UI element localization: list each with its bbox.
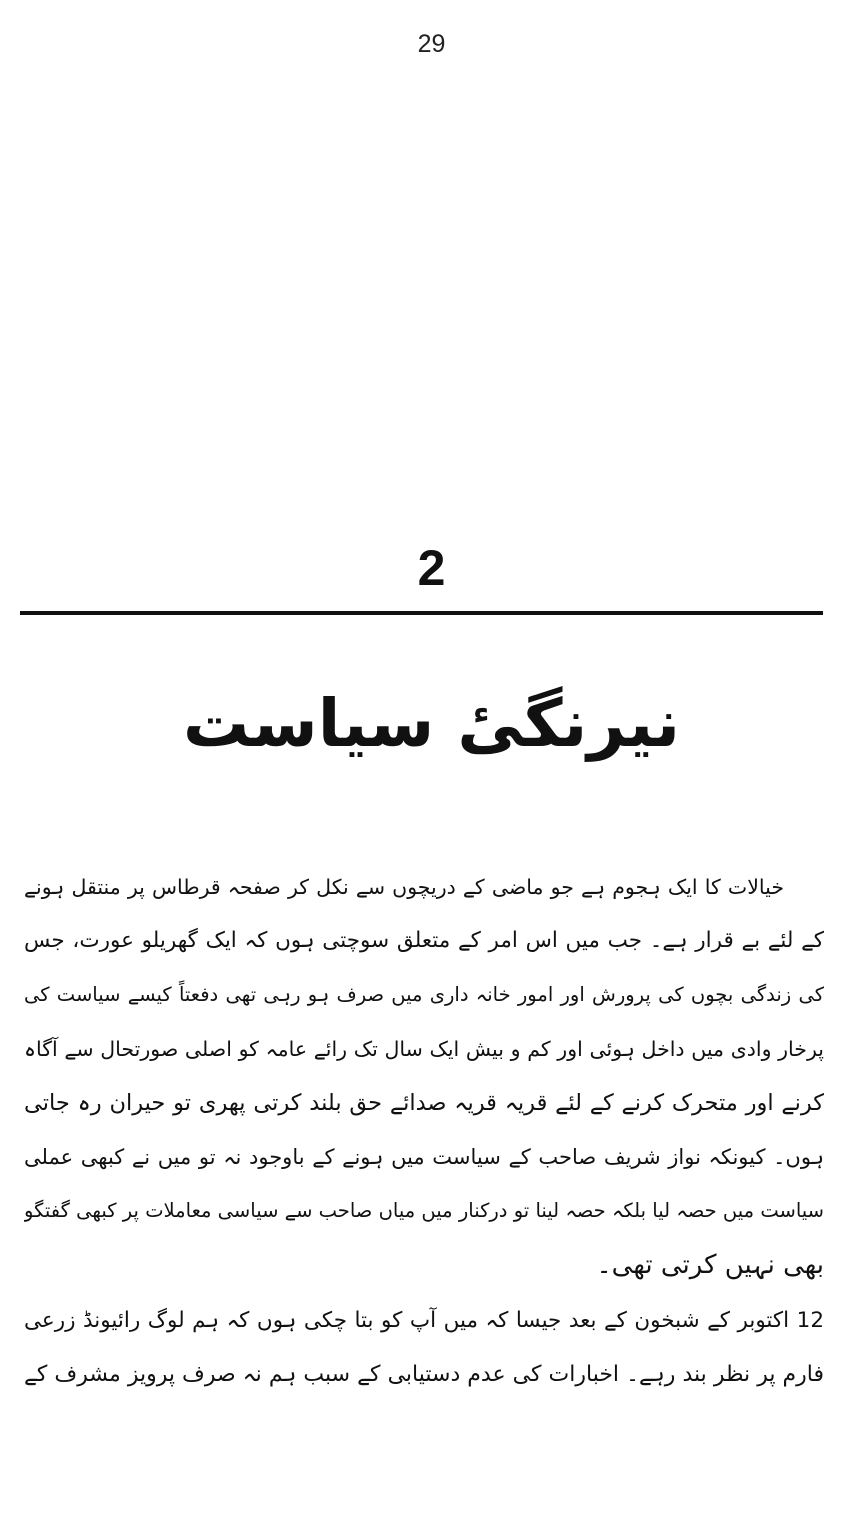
text-line: فارم پر نظر بند رہے۔ اخبارات کی عدم دستیابی کے سبب ہم نہ صرف پرویز مشرف کے (24, 1362, 824, 1387)
text-line: کرنے اور متحرک کرنے کے لئے قریہ قریہ صدائے حق بلند کرتی پھری تو حیران رہ جاتی (24, 1090, 824, 1116)
text-line: پرخار وادی میں داخل ہوئی اور کم و بیش ایک سال تک رائے عامہ کو اصلی صورتحال سے آگاہ (24, 1037, 824, 1061)
text-line: خیالات کا ایک ہجوم ہے جو ماضی کے دریچوں سے نکل کر صفحہ قرطاس پر منتقل ہونے (24, 875, 784, 899)
text-line: کے لئے بے قرار ہے۔ جب میں اس امر کے متعلق سوچتی ہوں کہ ایک گھریلو عورت، جس (24, 928, 824, 953)
text-line: بھی نہیں کرتی تھی۔ (596, 1250, 824, 1280)
body-text (24, 860, 824, 1402)
page-number: 29 (417, 30, 446, 58)
text-line: ہوں۔ کیونکہ نواز شریف صاحب کے سیاست میں ہونے کے باوجود نہ تو میں نے کبھی عملی (24, 1145, 824, 1169)
text-line: 12 اکتوبر کے شبخون کے بعد جیسا کہ میں آپ کو بتا چکی ہوں کہ ہم لوگ رائیونڈ زرعی (24, 1308, 824, 1333)
text-line: سیاست میں حصہ لیا بلکہ حصہ لینا تو درکنار میں میاں صاحب سے سیاسی معاملات پر کبھی گفتگو (24, 1199, 824, 1222)
chapter-title: نیرنگیٔ سیاست (182, 685, 681, 762)
paragraph-1 (24, 860, 824, 1292)
paragraph-2 (24, 1294, 824, 1402)
chapter-divider (20, 611, 823, 615)
text-line: کی زندگی بچوں کی پرورش اور امور خانہ داری میں صرف ہو رہی تھی دفعتاً کیسے سیاست کی (24, 983, 824, 1006)
chapter-number: 2 (417, 540, 446, 596)
